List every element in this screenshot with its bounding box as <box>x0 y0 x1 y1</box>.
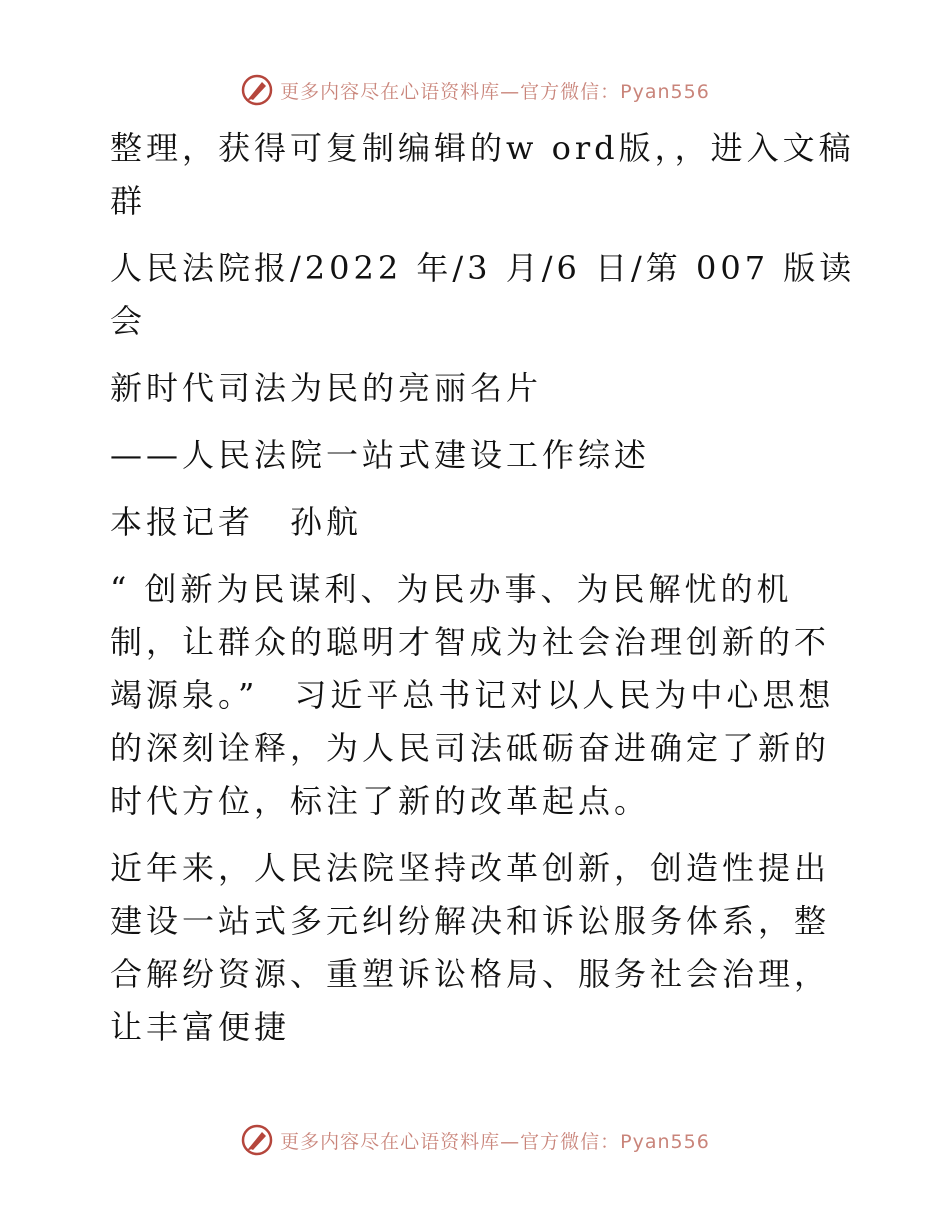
byline: 本报记者 孙航 <box>110 503 363 541</box>
article-title: 新时代司法为民的亮丽名片 <box>110 369 543 407</box>
watermark-text: 更多内容尽在心语资料库—官方微信：Pyan556 <box>280 80 710 103</box>
article-subtitle: ——人民法院一站式建设工作综述 <box>110 436 651 474</box>
pen-logo-icon <box>240 1123 274 1157</box>
header-watermark-banner <box>0 70 950 110</box>
footer-watermark-banner <box>0 1120 950 1160</box>
document-body <box>96 122 856 1054</box>
intro-paragraph: 整理，获得可复制编辑的w ord版，，进入文稿群 <box>110 129 855 220</box>
source-line: 人民法院报/2022 年/3 月/6 日/第 007 版读会 <box>110 249 856 340</box>
watermark-text: 更多内容尽在心语资料库—官方微信：Pyan556 <box>280 1130 710 1153</box>
body-paragraph: 近年来，人民法院坚持改革创新，创造性提出建设一站式多元纠纷解决和诉讼服务体系，整合解纷资源、重塑诉讼格局、服务社会治理，让丰富便捷 <box>110 849 831 1046</box>
body-paragraph: “ 创新为民谋利、为民办事、为民解忧的机制，让群众的聪明才智成为社会治理创新的不竭源泉。” 习近平总书记对以人民为中心思想的深刻诠释，为人民司法砥砺奋进确定了新的时代方位，标注了新的改革起点。 <box>110 570 835 820</box>
pen-logo-icon <box>240 73 274 107</box>
